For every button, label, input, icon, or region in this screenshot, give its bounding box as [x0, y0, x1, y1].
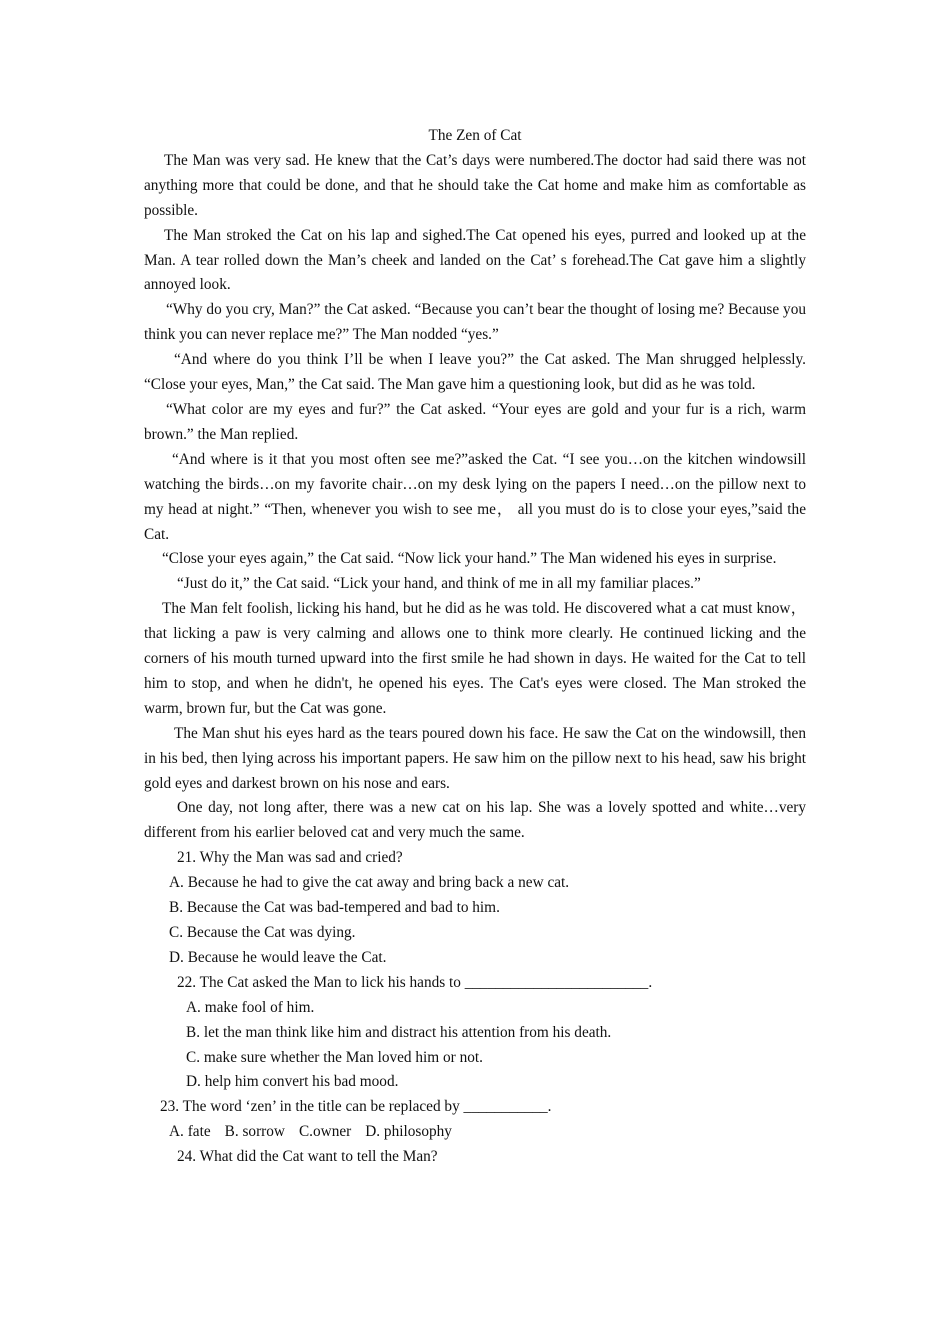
option-d: D. Because he would leave the Cat. [169, 948, 387, 966]
question-stem: 24. What did the Cat want to tell the Man? [177, 1148, 438, 1166]
option-c: C. make sure whether the Man loved him or not. [186, 1048, 483, 1066]
paragraph-4: “And where do you think I’ll be when I leave you?” the Cat asked. The Man shrugged helplessly. “Close your eyes, Man,” the Cat said. The Man gave him a questioning look, but did as he was told. [144, 351, 806, 394]
paragraph-10: The Man shut his eyes hard as the tears poured down his face. He saw the Cat on the windowsill, then in his bed, then lying across his important papers. He saw him on the pillow next to his head, saw his bright gold eyes and darkest brown on his nose and ears. [144, 724, 806, 792]
option-b: B. sorrow [224, 1123, 285, 1141]
option-c: C.owner [298, 1123, 352, 1141]
document-title: The Zen of Cat [428, 127, 522, 144]
option-c: C. Because the Cat was dying. [169, 924, 356, 941]
question-stem: 23. The word ‘zen’ in the title can be replaced by ___________. [160, 1098, 552, 1116]
option-d: D. philosophy [365, 1123, 452, 1141]
option-d: D. help him convert his bad mood. [186, 1073, 399, 1091]
question-stem: 21. Why the Man was sad and cried? [177, 849, 403, 867]
document-page [144, 124, 806, 1170]
paragraph-8: “Just do it,” the Cat said. “Lick your hand, and think of me in all my familiar places.” [177, 575, 701, 593]
paragraph-1: The Man was very sad. He knew that the Cat’s days were numbered.The doctor had said there was not anything more that could be done, and that he should take the Cat home and make him as comfortable as possible. [144, 151, 806, 219]
paragraph-3: “Why do you cry, Man?” the Cat asked. “Because you can’t bear the thought of losing me? Because you think you can never replace me?” The Man nodded “yes.” [144, 301, 806, 344]
question-24 [144, 1145, 806, 1170]
paragraph-5: “What color are my eyes and fur?” the Cat asked. “Your eyes are gold and your fur is a rich, warm brown.” the Man replied. [144, 400, 806, 443]
option-a: A. make fool of him. [186, 998, 315, 1016]
paragraph-7: “Close your eyes again,” the Cat said. “Now lick your hand.” The Man widened his eyes in surprise. [162, 550, 777, 568]
paragraph-6: “And where is it that you most often see me?”asked the Cat. “I see you…on the kitchen windowsill watching the birds…on my favorite chair…on my desk lying on the papers I need…on the pillow next to my head at night.” “Then, whenever you wish to see me， all you must do is to close your eyes,”said the Cat. [144, 450, 806, 543]
option-b: B. let the man think like him and distract his attention from his death. [186, 1023, 612, 1041]
question-stem: 22. The Cat asked the Man to lick his hands to ________________________. [177, 973, 653, 991]
paragraph-2: The Man stroked the Cat on his lap and sighed.The Cat opened his eyes, purred and looked up at the Man. A tear rolled down the Man’s cheek and landed on the Cat’ s forehead.The Cat gave him a slightly annoyed look. [144, 226, 806, 294]
options-row [144, 1120, 806, 1145]
question-23 [144, 1095, 806, 1145]
paragraph-11: One day, not long after, there was a new cat on his lap. She was a lovely spotted and white…very different from his earlier beloved cat and very much the same. [144, 799, 806, 842]
option-b: B. Because the Cat was bad-tempered and bad to him. [169, 899, 500, 917]
question-21 [144, 846, 806, 971]
paragraph-9: The Man felt foolish, licking his hand, but he did as he was told. He discovered what a cat must know， that licking a paw is very calming and allows one to think more clearly. He continued licking and the corners of his mouth turned upward into the first smile he had shown in days. He waited for the Cat to tell him to stop, and when he didn't, he opened his eyes. The Cat's eyes were closed. The Man stroked the warm, brown fur, but the Cat was gone. [144, 600, 806, 717]
option-a: A. fate [169, 1123, 211, 1141]
question-22 [144, 971, 806, 1096]
option-a: A. Because he had to give the cat away and bring back a new cat. [169, 874, 570, 892]
